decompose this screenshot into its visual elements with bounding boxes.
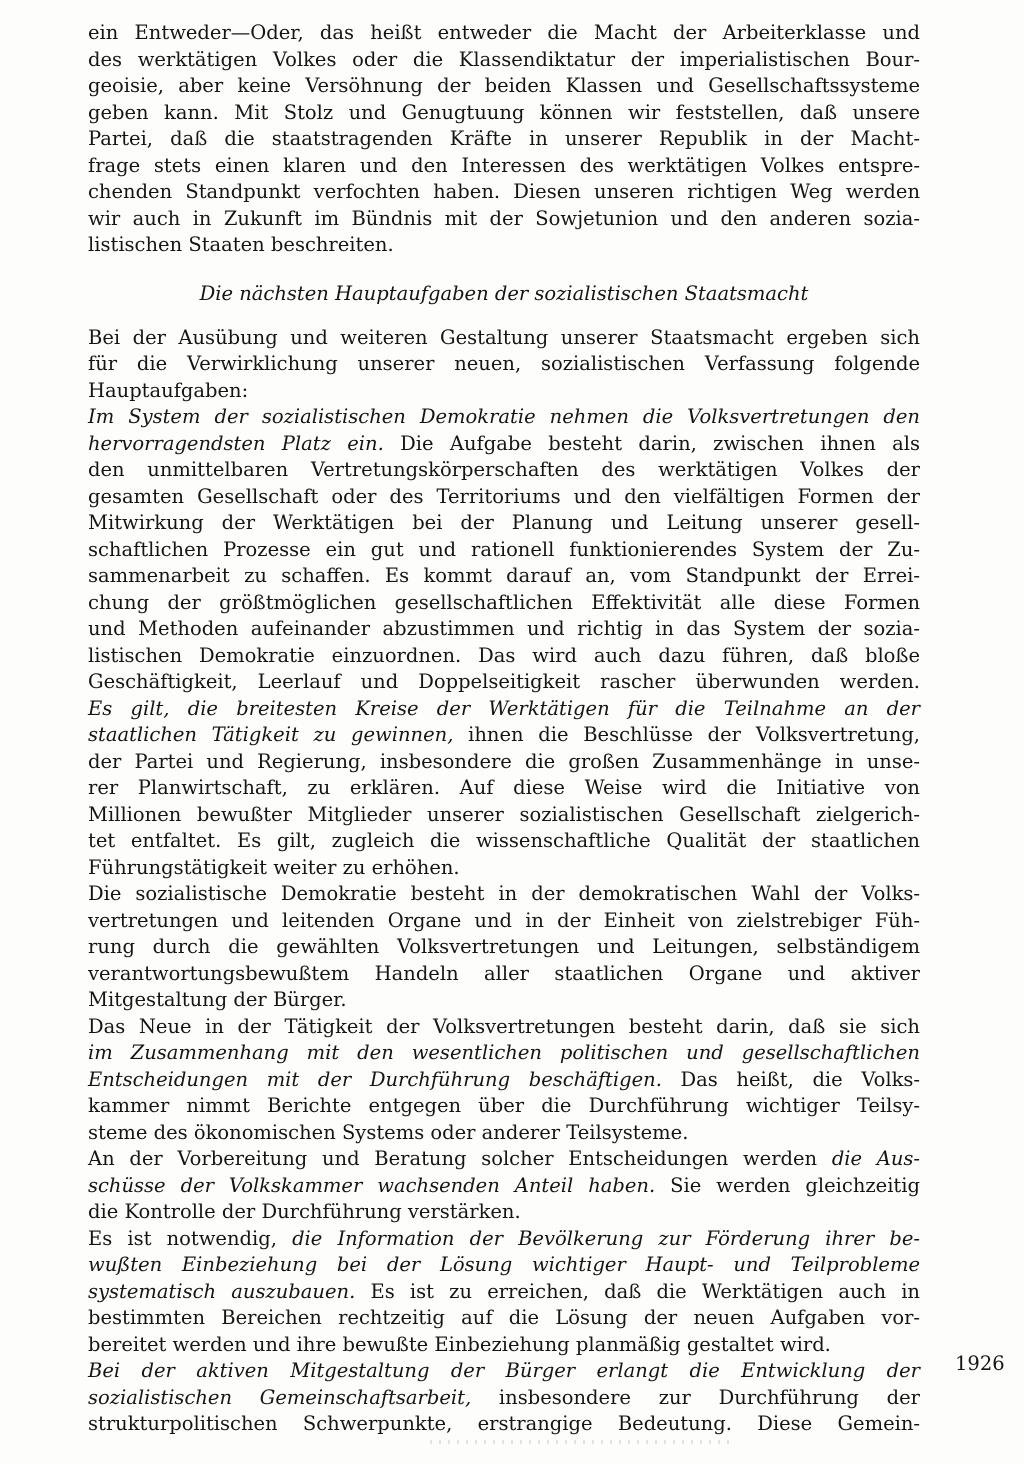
text-line xyxy=(88,1014,920,1041)
text-line: des werktätigen Volkes oder die Klassendiktatur der imperialistischen Bour- xyxy=(88,47,920,71)
text-line xyxy=(88,1120,920,1147)
text-span: Die Aufgabe besteht darin, zwischen ihnen als xyxy=(383,431,921,455)
text-line xyxy=(88,1385,920,1412)
text-line xyxy=(88,722,920,749)
text-line: geben kann. Mit Stolz und Genugtuung können wir feststellen, daß unsere xyxy=(88,100,920,124)
text-span: die Kontrolle der Durchführung verstärken. xyxy=(88,1200,521,1223)
text-line xyxy=(88,1199,920,1226)
text-span: steme des ökonomischen Systems oder anderer Teilsysteme. xyxy=(88,1120,689,1144)
text-line xyxy=(88,431,920,458)
text-line xyxy=(88,1173,920,1200)
body-text xyxy=(88,325,920,1438)
emphasis-text: staatlichen Tätigkeit zu gewinnen, xyxy=(88,723,454,746)
text-line xyxy=(88,1040,920,1067)
text-line xyxy=(88,325,920,352)
text-span: verantwortungsbewußtem Handeln aller staatlichen Organe und aktiver xyxy=(88,961,920,985)
text-span: Sie werden gleichzeitig xyxy=(655,1173,920,1197)
text-span: Mitwirkung der Werktätigen bei der Planung und Leitung unserer gesell- xyxy=(88,511,920,534)
text-line xyxy=(88,1252,920,1279)
text-line xyxy=(88,987,920,1014)
emphasis-text: Im System der sozialistischen Demokratie nehmen die Volksvertretungen den xyxy=(88,405,920,428)
text-line xyxy=(88,1093,920,1120)
emphasis-text: systematisch auszubauen. xyxy=(88,1279,356,1303)
text-line: geoisie, aber keine Versöhnung der beiden Klassen und Gesellschaftssysteme xyxy=(88,74,920,97)
text-span: den unmittelbaren Vertretungskörperschaften des werktätigen Volkes der xyxy=(88,458,920,481)
text-line: wir auch in Zukunft im Bündnis mit der Sowjetunion und den anderen sozia- xyxy=(88,206,920,230)
text-line xyxy=(88,802,920,829)
text-line xyxy=(88,643,920,670)
intro-paragraph xyxy=(88,20,920,259)
text-line xyxy=(88,961,920,988)
text-span: bereitet werden und ihre bewußte Einbeziehung planmäßig gestaltet wird. xyxy=(88,1332,831,1356)
emphasis-text: sozialistischen Gemeinschaftsarbeit, xyxy=(88,1385,472,1409)
text-line: frage stets einen klaren und den Interessen des werktätigen Volkes entspre- xyxy=(88,153,920,177)
text-line xyxy=(88,537,920,564)
text-line: listischen Staaten beschreiten. xyxy=(88,233,394,256)
text-line xyxy=(88,696,920,723)
text-line xyxy=(88,881,920,908)
text-line xyxy=(88,404,920,431)
text-span: ihnen die Beschlüsse der Volksvertretung, xyxy=(453,723,920,746)
text-line xyxy=(88,590,920,617)
emphasis-text: die Information der Bevölkerung zur Förderung ihrer be- xyxy=(292,1226,920,1250)
text-line xyxy=(88,484,920,511)
text-line: Partei, daß die staatstragenden Kräfte in unserer Republik in der Macht- xyxy=(88,127,920,150)
emphasis-text: im Zusammenhang mit den wesentlichen politischen und gesellschaftlichen xyxy=(88,1041,920,1064)
text-line xyxy=(88,934,920,961)
emphasis-text: Bei der aktiven Mitgestaltung der Bürger erlangt die Entwicklung der xyxy=(88,1359,920,1382)
text-line xyxy=(88,908,920,935)
text-span: Mitgestaltung der Bürger. xyxy=(88,988,347,1011)
text-span: Es ist zu erreichen, daß die Werktätigen auch in xyxy=(355,1279,920,1303)
text-line xyxy=(88,1358,920,1385)
text-span: listischen Demokratie einzuordnen. Das wird auch dazu führen, daß bloße xyxy=(88,643,920,667)
text-span: Die sozialistische Demokratie besteht in der demokratischen Wahl der Volks- xyxy=(88,882,920,905)
text-line xyxy=(88,457,920,484)
text-line: chenden Standpunkt verfochten haben. Diesen unseren richtigen Weg werden xyxy=(88,180,920,203)
text-span: Es ist notwendig, xyxy=(88,1226,293,1250)
text-span: strukturpolitischen Schwerpunkte, erstrangige Bedeutung. Diese Gemein- xyxy=(88,1412,920,1435)
text-span: kammer nimmt Berichte entgegen über die Durchführung wichtiger Teilsy- xyxy=(88,1094,920,1117)
scan-artifact xyxy=(430,1440,730,1444)
text-line xyxy=(88,1067,920,1094)
text-line xyxy=(88,616,920,643)
text-line: ein Entweder—Oder, das heißt entweder die Macht der Arbeiterklasse und xyxy=(88,21,920,44)
text-span: gesamten Gesellschaft oder des Territoriums und den vielfältigen Formen der xyxy=(88,484,920,508)
document-page xyxy=(88,20,920,1438)
text-line xyxy=(88,1279,920,1306)
text-span: sammenarbeit zu schaffen. Es kommt darauf an, vom Standpunkt der Errei- xyxy=(88,564,920,587)
text-span: bestimmten Bereichen rechtzeitig auf die Lösung der neuen Aufgaben vor- xyxy=(88,1306,920,1329)
text-line xyxy=(88,378,920,405)
emphasis-text: Entscheidungen mit der Durchführung beschäftigen. xyxy=(88,1067,662,1091)
text-span: der Partei und Regierung, insbesondere die großen Zusammenhänge in unse- xyxy=(88,749,920,773)
text-span: rung durch die gewählten Volksvertretungen und Leitungen, selbständigem xyxy=(88,935,920,958)
page-number: 1926 xyxy=(955,1352,1005,1375)
text-span: insbesondere zur Durchführung der xyxy=(471,1385,920,1409)
emphasis-text: Es gilt, die breitesten Kreise der Werktätigen für die Teilnahme an der xyxy=(88,696,920,720)
text-span: Führungstätigkeit weiter zu erhöhen. xyxy=(88,855,460,879)
text-line xyxy=(88,669,920,696)
text-line xyxy=(88,749,920,776)
text-line xyxy=(88,1411,920,1438)
text-span: und Methoden aufeinander abzustimmen und richtig in das System der sozia- xyxy=(88,617,920,640)
text-span: schaftlichen Prozesse ein gut und rationell funktionierendes System der Zu- xyxy=(88,537,920,561)
emphasis-text: wußten Einbeziehung bei der Lösung wichtiger Haupt- und Teilprobleme xyxy=(88,1253,920,1276)
text-line xyxy=(88,1146,920,1173)
text-span: Millionen bewußter Mitglieder unserer sozialistischen Gesellschaft zielgerich- xyxy=(88,802,920,826)
emphasis-text: die Aus- xyxy=(831,1147,920,1170)
emphasis-text: hervorragendsten Platz ein. xyxy=(88,431,384,455)
text-line xyxy=(88,1332,920,1359)
text-line xyxy=(88,563,920,590)
text-line xyxy=(88,351,920,378)
text-line xyxy=(88,510,920,537)
text-span: tet entfaltet. Es gilt, zugleich die wissenschaftliche Qualität der staatlichen xyxy=(88,829,920,852)
text-line xyxy=(88,1305,920,1332)
text-line xyxy=(88,1226,920,1253)
text-span: Bei der Ausübung und weiteren Gestaltung unserer Staatsmacht ergeben sich xyxy=(88,325,920,349)
text-span: vertretungen und leitenden Organe und in der Einheit von zielstrebiger Füh- xyxy=(88,908,920,932)
text-span: Hauptaufgaben: xyxy=(88,378,249,402)
text-span: rer Planwirtschaft, zu erklären. Auf diese Weise wird die Initiative von xyxy=(88,776,920,799)
emphasis-text: schüsse der Volkskammer wachsenden Anteil haben. xyxy=(88,1173,656,1197)
text-line xyxy=(88,828,920,855)
text-line xyxy=(88,775,920,802)
section-heading: Die nächsten Hauptaufgaben der sozialistischen Staatsmacht xyxy=(199,281,809,305)
text-line xyxy=(88,855,920,882)
text-span: für die Verwirklichung unserer neuen, sozialistischen Verfassung folgende xyxy=(88,352,920,375)
text-span: An der Vorbereitung und Beratung solcher Entscheidungen werden xyxy=(88,1147,832,1170)
text-span: Das Neue in der Tätigkeit der Volksvertretungen besteht darin, daß sie sich xyxy=(88,1014,920,1038)
text-span: Geschäftigkeit, Leerlauf und Doppelseitigkeit rascher überwunden werden. xyxy=(88,670,920,693)
text-span: chung der größtmöglichen gesellschaftlichen Effektivität alle diese Formen xyxy=(88,590,920,614)
text-span: Das heißt, die Volks- xyxy=(661,1067,920,1091)
